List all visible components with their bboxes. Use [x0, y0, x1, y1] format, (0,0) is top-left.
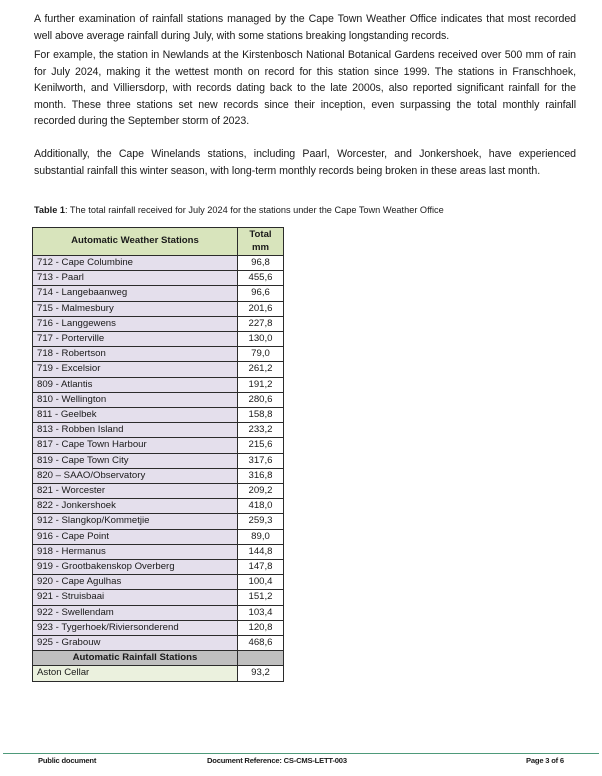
- rainfall-mm-cell: 130,0: [238, 332, 284, 347]
- table-row: [33, 271, 284, 286]
- rainfall-mm-cell: 209,2: [238, 484, 284, 499]
- rainfall-mm-cell: 280,6: [238, 392, 284, 407]
- rainfall-mm-cell: 259,3: [238, 514, 284, 529]
- station-name-cell: 916 - Cape Point: [33, 529, 238, 544]
- table-row: [33, 347, 284, 362]
- footer-divider: [3, 753, 599, 754]
- table-row: [33, 605, 284, 620]
- table-row: [33, 392, 284, 407]
- subheader-rainfall-stations: Automatic Rainfall Stations: [33, 651, 238, 666]
- station-name-cell: 925 - Grabouw: [33, 636, 238, 651]
- table-row: [33, 636, 284, 651]
- rainfall-mm-cell: 144,8: [238, 544, 284, 559]
- rainfall-mm-cell: 93,2: [238, 666, 284, 681]
- table-row: [33, 666, 284, 681]
- table-caption: [34, 205, 444, 215]
- rainfall-mm-cell: 261,2: [238, 362, 284, 377]
- footer-classification: Public document: [38, 756, 97, 765]
- station-name-cell: 820 – SAAO/Observatory: [33, 468, 238, 483]
- table-row: [33, 484, 284, 499]
- table-row: [33, 423, 284, 438]
- station-name-cell: 810 - Wellington: [33, 392, 238, 407]
- station-name-cell: 811 - Geelbek: [33, 408, 238, 423]
- table-row: [33, 468, 284, 483]
- subheader-empty-cell: [238, 651, 284, 666]
- table-row: [33, 332, 284, 347]
- table-header-row: [33, 228, 284, 256]
- table-row: [33, 408, 284, 423]
- rainfall-mm-cell: 316,8: [238, 468, 284, 483]
- rainfall-mm-cell: 201,6: [238, 301, 284, 316]
- rainfall-mm-cell: 215,6: [238, 438, 284, 453]
- header-total-mm: [238, 228, 284, 256]
- station-name-cell: 923 - Tygerhoek/Riviersonderend: [33, 620, 238, 635]
- table-row: [33, 377, 284, 392]
- rainfall-mm-cell: 455,6: [238, 271, 284, 286]
- table-row: [33, 620, 284, 635]
- station-name-cell: 813 - Robben Island: [33, 423, 238, 438]
- station-name-cell: 819 - Cape Town City: [33, 453, 238, 468]
- table-caption-text: : The total rainfall received for July 2024 for the stations under the Cape Town Weather Office: [64, 205, 444, 215]
- footer-page-number: Page 3 of 6: [526, 756, 564, 765]
- table-row: [33, 560, 284, 575]
- station-name-cell: Aston Cellar: [33, 666, 238, 681]
- rainfall-mm-cell: 100,4: [238, 575, 284, 590]
- station-name-cell: 912 - Slangkop/Kommetjie: [33, 514, 238, 529]
- rainfall-mm-cell: 120,8: [238, 620, 284, 635]
- rainfall-mm-cell: 233,2: [238, 423, 284, 438]
- rainfall-mm-cell: 158,8: [238, 408, 284, 423]
- station-name-cell: 920 - Cape Agulhas: [33, 575, 238, 590]
- rainfall-mm-cell: 418,0: [238, 499, 284, 514]
- station-name-cell: 817 - Cape Town Harbour: [33, 438, 238, 453]
- rainfall-mm-cell: 227,8: [238, 316, 284, 331]
- rainfall-table: [32, 227, 284, 682]
- rainfall-mm-cell: 89,0: [238, 529, 284, 544]
- table-caption-label: Table 1: [34, 205, 65, 215]
- rainfall-stations-body: [33, 666, 284, 681]
- header-stations: Automatic Weather Stations: [33, 228, 238, 256]
- table-row: [33, 362, 284, 377]
- station-name-cell: 717 - Porterville: [33, 332, 238, 347]
- station-name-cell: 821 - Worcester: [33, 484, 238, 499]
- rainfall-mm-cell: 191,2: [238, 377, 284, 392]
- winelands-paragraph: Additionally, the Cape Winelands stations, including Paarl, Worcester, and Jonkershoek, have experienced substantial rainfall this winter season, with long-term monthly records being broken in these areas last month.: [34, 148, 576, 177]
- table-row: [33, 286, 284, 301]
- station-name-cell: 715 - Malmesbury: [33, 301, 238, 316]
- station-name-cell: 922 - Swellendam: [33, 605, 238, 620]
- rainfall-mm-cell: 468,6: [238, 636, 284, 651]
- header-total-label: Total: [249, 229, 272, 240]
- header-unit-label: mm: [251, 241, 270, 253]
- rainfall-mm-cell: 147,8: [238, 560, 284, 575]
- station-name-cell: 718 - Robertson: [33, 347, 238, 362]
- table-row: [33, 453, 284, 468]
- station-name-cell: 719 - Excelsior: [33, 362, 238, 377]
- table-row: [33, 256, 284, 271]
- rainfall-mm-cell: 79,0: [238, 347, 284, 362]
- intro-paragraph: A further examination of rainfall stations managed by the Cape Town Weather Office indicates that most recorded well above average rainfall during July, with some stations breaking longstanding records.: [34, 13, 576, 42]
- footer-document-reference: Document Reference: CS-CMS-LETT-003: [207, 756, 347, 765]
- rainfall-mm-cell: 103,4: [238, 605, 284, 620]
- table-row: [33, 316, 284, 331]
- rainfall-stations-section: [33, 651, 284, 666]
- station-name-cell: 716 - Langgewens: [33, 316, 238, 331]
- table-row: [33, 590, 284, 605]
- table-row: [33, 499, 284, 514]
- station-name-cell: 918 - Hermanus: [33, 544, 238, 559]
- table-row: [33, 301, 284, 316]
- example-paragraph: For example, the station in Newlands at the Kirstenbosch National Botanical Gardens received over 500 mm of rain for July 2024, making it the wettest month on record for this station since 1999. The stations in Franschhoek, Kenilworth, and Villiersdorp, with records dating back to the late 2000s, also reported significant rainfall for the month. These three stations set new records since their inception, even surpassing the total monthly rainfall recorded during the September storm of 2023.: [34, 49, 576, 127]
- station-name-cell: 714 - Langebaanweg: [33, 286, 238, 301]
- table-row: [33, 529, 284, 544]
- rainfall-mm-cell: 317,6: [238, 453, 284, 468]
- station-name-cell: 712 - Cape Columbine: [33, 256, 238, 271]
- station-name-cell: 822 - Jonkershoek: [33, 499, 238, 514]
- station-name-cell: 809 - Atlantis: [33, 377, 238, 392]
- subheader-row: [33, 651, 284, 666]
- station-name-cell: 713 - Paarl: [33, 271, 238, 286]
- rainfall-mm-cell: 151,2: [238, 590, 284, 605]
- station-name-cell: 921 - Struisbaai: [33, 590, 238, 605]
- rainfall-mm-cell: 96,8: [238, 256, 284, 271]
- rainfall-mm-cell: 96,6: [238, 286, 284, 301]
- station-name-cell: 919 - Grootbakenskop Overberg: [33, 560, 238, 575]
- table-row: [33, 575, 284, 590]
- weather-stations-body: [33, 256, 284, 651]
- table-row: [33, 438, 284, 453]
- table-row: [33, 544, 284, 559]
- table-row: [33, 514, 284, 529]
